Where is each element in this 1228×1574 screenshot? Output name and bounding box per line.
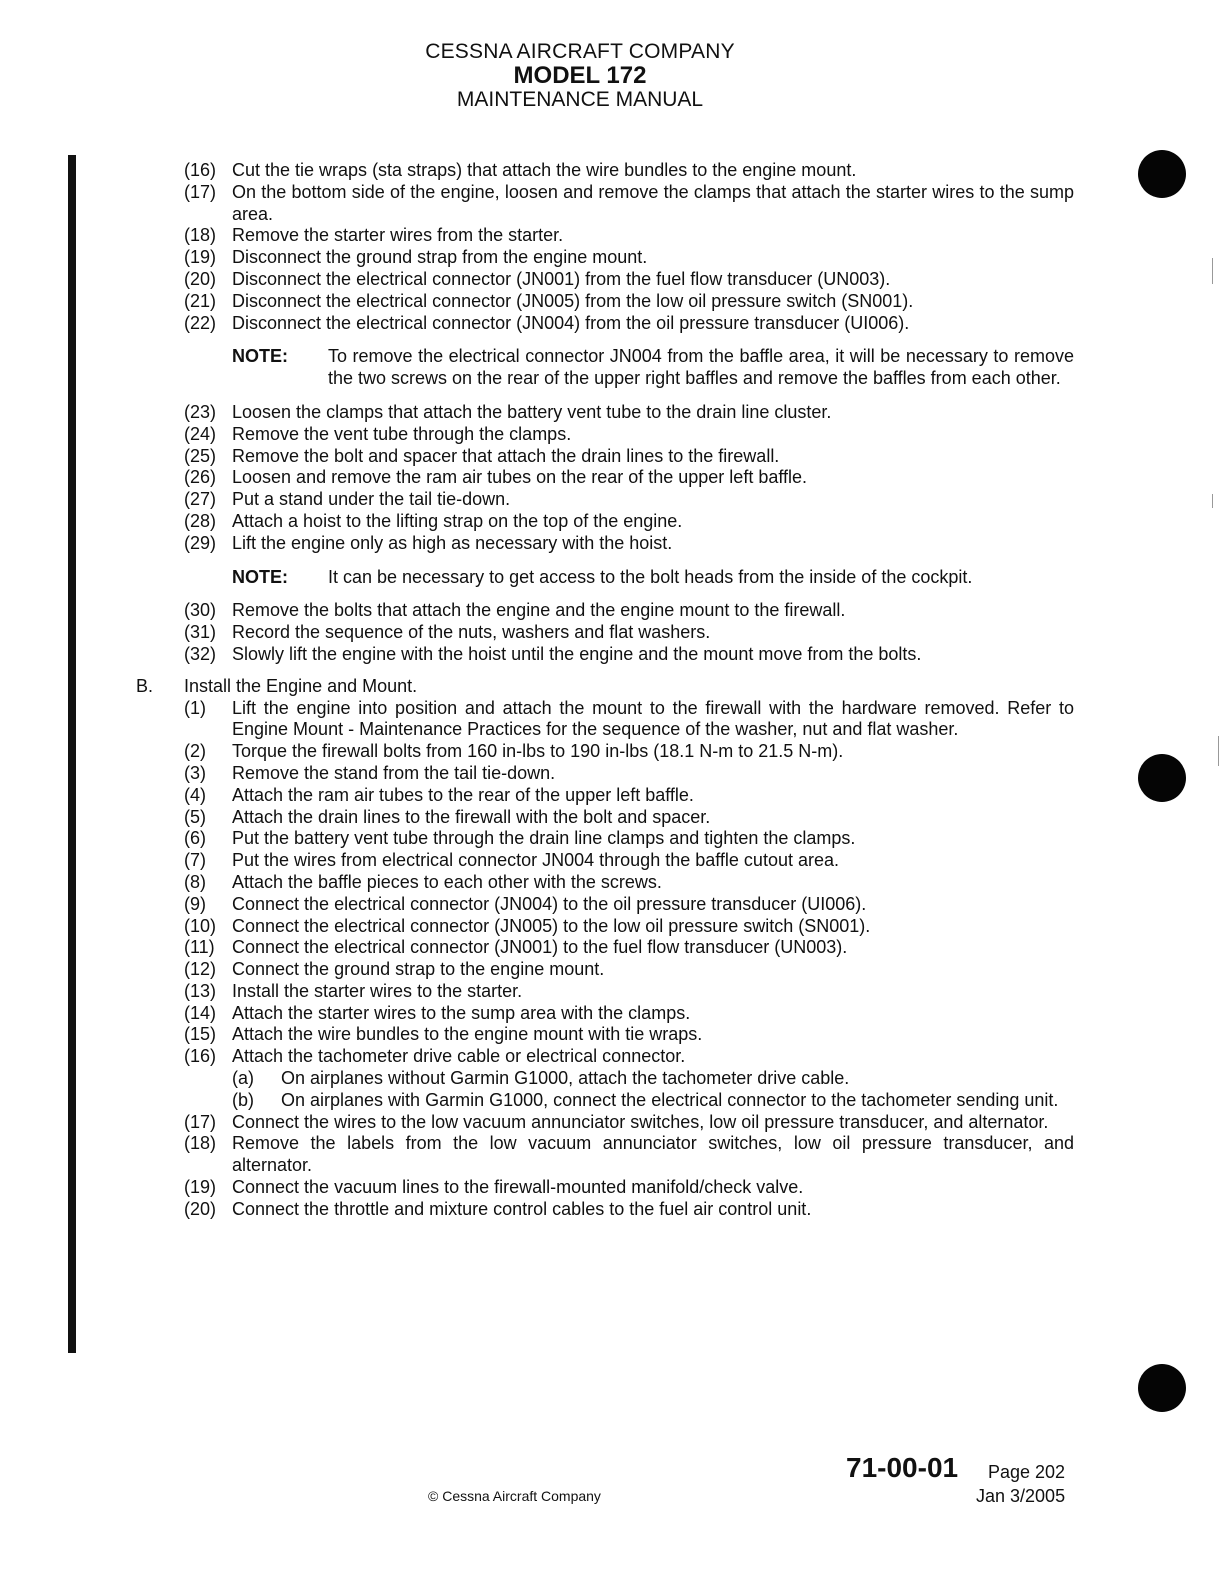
note-block [0,346,1074,390]
step-text: Cut the tie wraps (sta straps) that attach the wire bundles to the engine mount. [232,160,857,180]
step-number: (9) [184,893,206,914]
procedure-step [0,533,1074,555]
model-title: MODEL 172 [513,62,647,89]
document-code: 71-00-01 [846,1452,959,1483]
procedure-step [0,807,1074,829]
step-number: (1) [184,697,206,718]
step-number: (31) [184,622,217,643]
note-text: It can be necessary to get access to the bolt heads from the inside of the cockpit. [328,566,973,587]
step-text: Disconnect the ground strap from the engine mount. [232,247,648,268]
step-text: Attach a hoist to the lifting strap on the top of the engine. [232,510,683,531]
note-text: To remove the electrical connector JN004 from the baffle area, it will be necessary to remove the two screws on the rear of the upper right baffles and remove the baffles from each other. [328,346,1074,389]
step-number: (6) [184,828,206,849]
install-steps-list [0,698,1228,1069]
procedure-step [0,1199,1074,1221]
procedure-step [0,489,1074,511]
procedure-step [0,225,1074,247]
step-number: (13) [184,980,217,1001]
step-number: (19) [184,247,217,268]
step-text: Torque the firewall bolts from 160 in-lbs to 190 in-lbs (18.1 N-m to 21.5 N-m). [232,741,844,762]
step-text: Put the wires from electrical connector JN004 through the baffle cutout area. [232,850,839,871]
procedure-step [0,467,1074,489]
manual-title: MAINTENANCE MANUAL [456,88,704,111]
procedure-step [0,313,1074,335]
step-text: Install the starter wires to the starter. [232,980,523,1001]
copyright: © Cessna Aircraft Company [428,1488,601,1504]
procedure-step [0,763,1074,785]
step-number: (a) [232,1068,254,1089]
step-number: (23) [184,401,217,422]
step-number: (19) [184,1177,217,1198]
step-number: (14) [184,1002,217,1023]
procedure-step [0,1003,1074,1025]
procedure-step [0,402,1074,424]
removal-steps-list [0,600,1228,665]
step-text: Lift the engine only as high as necessary with the hoist. [232,532,673,553]
step-text: Disconnect the electrical connector (JN001) from the fuel flow transducer (UN003). [232,268,891,289]
step-text: Remove the starter wires from the starter. [232,225,564,246]
procedure-step [0,785,1074,807]
step-text: Loosen the clamps that attach the battery vent tube to the drain line cluster. [232,401,832,422]
step-number: (2) [184,741,206,762]
step-number: (28) [184,510,217,531]
step-text: Remove the labels from the low vacuum annunciator switches, low oil pressure transducer, and alternator. [232,1133,1074,1176]
procedure-step [0,1046,1074,1068]
document-header [0,40,1160,111]
step-text: On the bottom side of the engine, loosen and remove the clamps that attach the starter wires to the sump area. [232,181,1074,224]
procedure-step [0,644,1074,666]
procedure-step [0,698,1074,742]
procedure-step [0,894,1074,916]
procedure-step [0,622,1074,644]
procedure-step [0,741,1074,763]
procedure-step [0,981,1074,1003]
binder-hole-icon [1138,1364,1186,1412]
procedure-step [0,600,1074,622]
step-text: On airplanes with Garmin G1000, connect the electrical connector to the tachometer sending unit. [281,1089,1059,1110]
procedure-step [0,269,1074,291]
step-text: Connect the electrical connector (JN004) to the oil pressure transducer (UI006). [232,893,867,914]
step-number: (25) [184,445,217,466]
step-text: Attach the wire bundles to the engine mount with tie wraps. [232,1024,703,1045]
procedure-step [0,828,1074,850]
procedure-step [0,1177,1074,1199]
step-text: Lift the engine into position and attach the mount to the firewall with the hardware removed. Refer to Engine Mount - Maintenance Practices for the sequence of the washer, nut and flat washer. [232,697,1074,740]
step-number: (26) [184,467,217,488]
section-heading [0,676,1228,698]
step-text: Connect the throttle and mixture control cables to the fuel air control unit. [232,1198,812,1219]
step-number: (18) [184,225,217,246]
note-block [0,567,1074,589]
step-text: Slowly lift the engine with the hoist until the engine and the mount move from the bolts. [232,643,922,664]
step-number: (11) [184,937,215,958]
step-text: Remove the vent tube through the clamps. [232,423,572,444]
step-number: (21) [184,290,217,311]
procedure-step [0,850,1074,872]
step-number: (8) [184,871,206,892]
step-text: On airplanes without Garmin G1000, attach the tachometer drive cable. [281,1068,850,1089]
step-number: (5) [184,806,206,827]
step-text: Connect the wires to the low vacuum annunciator switches, low oil pressure transducer, and alternator. [232,1111,1049,1132]
revision-date: Jan 3/2005 [976,1486,1066,1506]
step-text: Attach the ram air tubes to the rear of the upper left baffle. [232,784,694,805]
step-text: Remove the stand from the tail tie-down. [232,762,556,783]
procedure-step [0,424,1074,446]
step-number: (4) [184,784,206,805]
step-text: Connect the electrical connector (JN005) to the low oil pressure switch (SN001). [232,915,871,936]
step-number: (18) [184,1133,217,1154]
note-label: NOTE: [232,566,288,587]
step-number: (17) [184,1111,217,1132]
procedure-step [0,247,1074,269]
section-letter: B. [136,675,154,696]
step-number: (b) [232,1089,254,1110]
step-text: Loosen and remove the ram air tubes on the rear of the upper left baffle. [232,467,808,488]
procedure-step [0,916,1074,938]
step-text: Attach the drain lines to the firewall with the bolt and spacer. [232,806,711,827]
step-text: Remove the bolt and spacer that attach the drain lines to the firewall. [232,445,780,466]
procedure-step [0,511,1074,533]
step-number: (3) [184,762,206,783]
step-text: Remove the bolts that attach the engine and the engine mount to the firewall. [232,600,846,621]
procedure-body [0,160,1228,1221]
install-steps-list [0,1112,1228,1221]
step-number: (16) [184,160,217,180]
section-title: Install the Engine and Mount. [184,675,418,696]
removal-steps-list [0,402,1228,555]
step-number: (10) [184,915,217,936]
step-text: Connect the vacuum lines to the firewall-mounted manifold/check valve. [232,1177,804,1198]
step-text: Put a stand under the tail tie-down. [232,489,511,510]
procedure-step [0,872,1074,894]
step-number: (20) [184,268,217,289]
step-number: (12) [184,959,217,980]
step-number: (17) [184,181,217,202]
procedure-step [0,937,1074,959]
procedure-step [0,182,1074,226]
step-number: (27) [184,489,217,510]
install-substeps-list [0,1068,1228,1112]
step-text: Attach the tachometer drive cable or electrical connector. [232,1046,686,1067]
procedure-step [0,1112,1074,1134]
procedure-step [0,1024,1074,1046]
step-number: (22) [184,312,217,333]
step-text: Put the battery vent tube through the drain line clamps and tighten the clamps. [232,828,856,849]
step-number: (29) [184,532,217,553]
step-number: (16) [184,1046,217,1067]
procedure-step [0,1090,1074,1112]
procedure-step [0,1133,1074,1177]
procedure-step [0,1068,1074,1090]
step-text: Connect the ground strap to the engine mount. [232,959,605,980]
procedure-step [0,160,1074,182]
step-text: Disconnect the electrical connector (JN004) from the oil pressure transducer (UI006). [232,312,910,333]
step-number: (15) [184,1024,217,1045]
step-number: (24) [184,423,217,444]
company-name: CESSNA AIRCRAFT COMPANY [425,40,735,63]
removal-steps-list [0,160,1228,334]
step-number: (32) [184,643,217,664]
step-text: Attach the baffle pieces to each other with the screws. [232,871,662,892]
step-text: Record the sequence of the nuts, washers and flat washers. [232,622,711,643]
step-number: (30) [184,600,217,621]
step-number: (20) [184,1198,217,1219]
step-number: (7) [184,850,206,871]
step-text: Connect the electrical connector (JN001) to the fuel flow transducer (UN003). [232,937,848,958]
note-label: NOTE: [232,346,288,367]
procedure-step [0,959,1074,981]
step-text: Attach the starter wires to the sump area with the clamps. [232,1002,691,1023]
procedure-step [0,291,1074,313]
procedure-step [0,446,1074,468]
step-text: Disconnect the electrical connector (JN005) from the low oil pressure switch (SN001). [232,290,914,311]
page-number: Page 202 [988,1462,1066,1482]
